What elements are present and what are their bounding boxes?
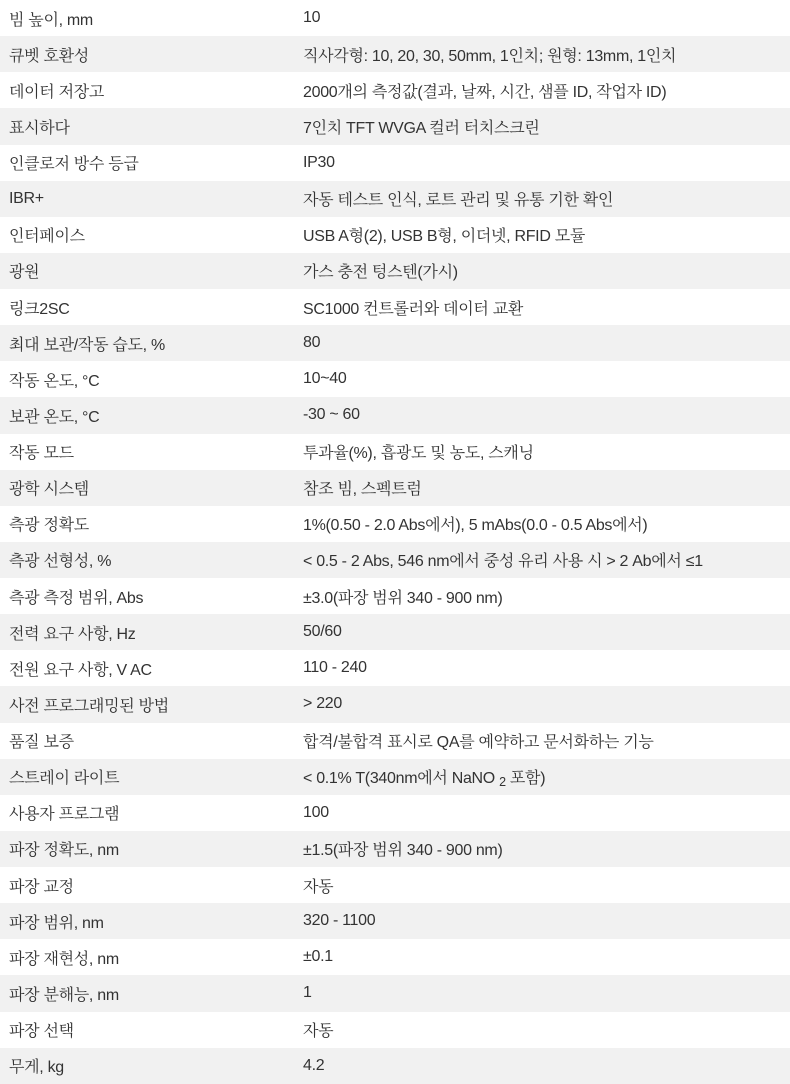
spec-row-photometric-linearity bbox=[0, 542, 790, 578]
spec-row-wavelength-range bbox=[0, 903, 790, 939]
spec-value: ±3.0(파장 범위 340 - 900 nm) bbox=[303, 589, 503, 607]
spec-row-wavelength-reproducibility bbox=[0, 939, 790, 975]
spec-row-wavelength-selection bbox=[0, 1012, 790, 1048]
spec-row-power-requirements-vac bbox=[0, 650, 790, 686]
spec-label: 측광 측정 범위, Abs bbox=[9, 589, 144, 607]
spec-value: 10~40 bbox=[303, 370, 347, 388]
spec-label: 큐벳 호환성 bbox=[9, 47, 89, 65]
spec-row-preprogrammed-methods bbox=[0, 686, 790, 722]
spec-row-weight bbox=[0, 1048, 790, 1084]
spec-row-display bbox=[0, 108, 790, 144]
spec-value: SC1000 컨트롤러와 데이터 교환 bbox=[303, 300, 524, 318]
spec-row-data-storage bbox=[0, 72, 790, 108]
spec-row-quality-assurance bbox=[0, 723, 790, 759]
spec-row-ibr-plus bbox=[0, 181, 790, 217]
spec-row-beam-height bbox=[0, 0, 790, 36]
spec-value: 직사각형: 10, 20, 30, 50mm, 1인치; 원형: 13mm, 1인치 bbox=[303, 47, 677, 65]
spec-row-interfaces bbox=[0, 217, 790, 253]
spec-row-lamp-source bbox=[0, 253, 790, 289]
spec-label: 전력 요구 사항, Hz bbox=[9, 625, 136, 643]
spec-value: 투과율(%), 흡광도 및 농도, 스캐닝 bbox=[303, 445, 534, 463]
spec-row-max-humidity bbox=[0, 325, 790, 361]
spec-label: 최대 보관/작동 습도, % bbox=[9, 336, 165, 354]
spec-value: ±1.5(파장 범위 340 - 900 nm) bbox=[303, 842, 503, 860]
spec-row-enclosure-rating bbox=[0, 145, 790, 181]
spec-value: 자동 bbox=[303, 1023, 334, 1041]
spec-value: > 220 bbox=[303, 695, 342, 713]
spec-label: 전원 요구 사항, V AC bbox=[9, 661, 152, 679]
spec-value: 50/60 bbox=[303, 623, 342, 641]
spec-row-user-programs bbox=[0, 795, 790, 831]
spec-row-stray-light bbox=[0, 759, 790, 795]
spec-label: 인터페이스 bbox=[9, 228, 85, 246]
spec-label: 측광 정확도 bbox=[9, 517, 89, 535]
spec-value: 합격/불합격 표시로 QA를 예약하고 문서화하는 기능 bbox=[303, 734, 654, 752]
spec-row-wavelength-resolution bbox=[0, 975, 790, 1011]
stray-light-subscript: 2 bbox=[499, 774, 506, 789]
spec-value: 100 bbox=[303, 803, 329, 821]
spec-value bbox=[303, 765, 790, 789]
spec-label: 파장 범위, nm bbox=[9, 914, 104, 932]
spec-value: 320 - 1100 bbox=[303, 912, 376, 930]
spec-label: 표시하다 bbox=[9, 119, 70, 137]
spec-label: 보관 온도, °C bbox=[9, 408, 100, 426]
spec-row-photometric-accuracy bbox=[0, 506, 790, 542]
spec-label: 인클로저 방수 등급 bbox=[9, 156, 139, 174]
spec-value: ±0.1 bbox=[303, 948, 333, 966]
spec-label: 파장 정확도, nm bbox=[9, 842, 119, 860]
stray-light-value-post: 포함) bbox=[505, 769, 546, 787]
spec-label: 사용자 프로그램 bbox=[9, 806, 120, 824]
spec-value: 7인치 TFT WVGA 컬러 터치스크린 bbox=[303, 119, 540, 137]
spec-value: 1 bbox=[303, 984, 312, 1002]
spec-label: 링크2SC bbox=[9, 300, 70, 318]
spec-row-cuvette-compatibility bbox=[0, 36, 790, 72]
spec-value: 1%(0.50 - 2.0 Abs에서), 5 mAbs(0.0 - 0.5 Abs에서) bbox=[303, 517, 648, 535]
spec-value: -30 ~ 60 bbox=[303, 406, 360, 424]
spec-label: 파장 선택 bbox=[9, 1023, 74, 1041]
spec-value: 자동 테스트 인식, 로트 관리 및 유통 기한 확인 bbox=[303, 192, 614, 210]
spec-value: < 0.5 - 2 Abs, 546 nm에서 중성 유리 사용 시 > 2 Ab에서 ≤1 bbox=[303, 553, 703, 571]
spec-row-wavelength-calibration bbox=[0, 867, 790, 903]
spec-row-power-requirements-hz bbox=[0, 614, 790, 650]
spec-value: 10 bbox=[303, 9, 321, 27]
spec-row-optical-system bbox=[0, 470, 790, 506]
spec-label: 빔 높이, mm bbox=[9, 11, 93, 29]
spec-label: 데이터 저장고 bbox=[9, 83, 105, 101]
spec-value: USB A형(2), USB B형, 이더넷, RFID 모듈 bbox=[303, 228, 586, 246]
spec-label: 작동 모드 bbox=[9, 445, 74, 463]
spec-row-operating-mode bbox=[0, 434, 790, 470]
spec-value: 자동 bbox=[303, 878, 334, 896]
spec-label: 사전 프로그래밍된 방법 bbox=[9, 697, 169, 715]
spec-row-storage-temperature bbox=[0, 397, 790, 433]
spec-label: 스트레이 라이트 bbox=[9, 770, 120, 788]
spec-row-wavelength-accuracy bbox=[0, 831, 790, 867]
spec-value: 가스 충전 텅스텐(가시) bbox=[303, 264, 458, 282]
spec-row-photometric-range bbox=[0, 578, 790, 614]
spec-label: 광학 시스템 bbox=[9, 481, 89, 499]
spec-value: 80 bbox=[303, 334, 321, 352]
spec-row-operating-temperature bbox=[0, 361, 790, 397]
spec-value: 110 - 240 bbox=[303, 659, 367, 677]
spec-label: 측광 선형성, % bbox=[9, 553, 112, 571]
spec-label: IBR+ bbox=[9, 189, 44, 207]
spec-row-link2sc bbox=[0, 289, 790, 325]
spec-value: 4.2 bbox=[303, 1056, 325, 1074]
spec-label: 파장 재현성, nm bbox=[9, 950, 119, 968]
spec-label: 광원 bbox=[9, 264, 40, 282]
stray-light-value-pre: < 0.1% T(340nm에서 NaNO bbox=[303, 769, 500, 787]
spec-value: IP30 bbox=[303, 153, 335, 171]
spec-label: 작동 온도, °C bbox=[9, 372, 100, 390]
spec-value: 2000개의 측정값(결과, 날짜, 시간, 샘플 ID, 작업자 ID) bbox=[303, 83, 667, 101]
spec-label: 무게, kg bbox=[9, 1059, 64, 1077]
spec-label: 파장 분해능, nm bbox=[9, 986, 119, 1004]
spec-label: 품질 보증 bbox=[9, 734, 74, 752]
spec-label: 파장 교정 bbox=[9, 878, 74, 896]
spec-value: 참조 빔, 스펙트럼 bbox=[303, 481, 422, 499]
